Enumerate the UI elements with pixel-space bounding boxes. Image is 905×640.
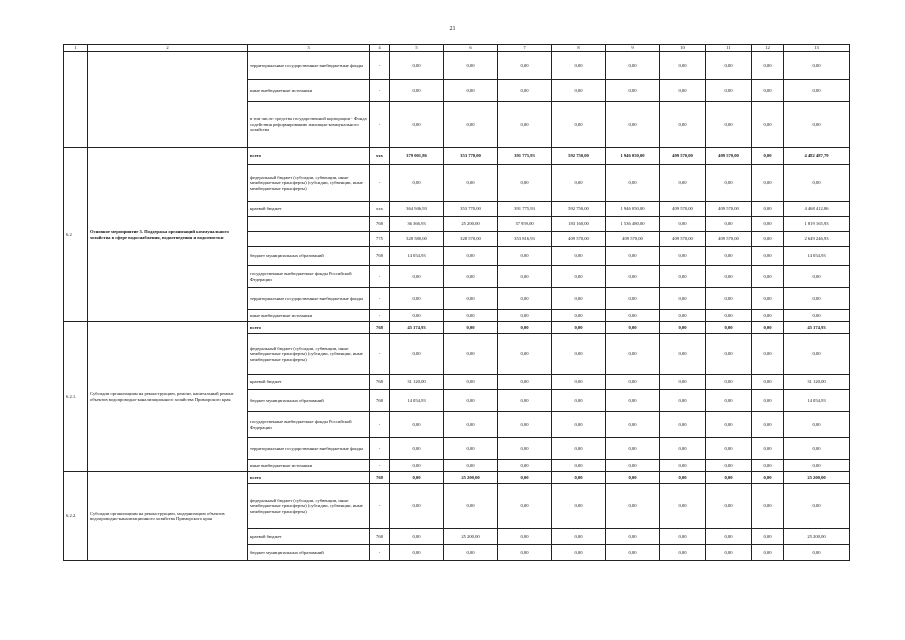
amount-cell: 0,00 — [390, 545, 444, 561]
amount-cell: 31 120,00 — [784, 375, 850, 390]
table-row — [64, 52, 850, 80]
amount-cell: 0,00 — [752, 529, 784, 545]
amount-cell: 0,00 — [752, 390, 784, 412]
amount-cell: 0,00 — [706, 545, 752, 561]
amount-cell: 0,00 — [784, 484, 850, 529]
funding-source: бюджет муниципальных образований — [248, 247, 370, 266]
amount-cell: 0,00 — [498, 288, 552, 310]
amount-cell: 0,00 — [784, 310, 850, 322]
amount-cell: 0,00 — [444, 102, 498, 148]
funding-source: в том числе: средства государственной корпорации - Фонда содействия реформированию жилищно-коммунального хозяйства — [248, 102, 370, 148]
amount-cell: 0,00 — [784, 165, 850, 202]
amount-cell: 0,00 — [606, 375, 660, 390]
amount-cell: 0,00 — [444, 288, 498, 310]
amount-cell: 0,00 — [706, 460, 752, 472]
amount-cell: 0,00 — [498, 102, 552, 148]
amount-cell: 0,00 — [444, 165, 498, 202]
amount-cell: 0,00 — [784, 545, 850, 561]
amount-cell: 0,00 — [552, 412, 606, 438]
budget-code: - — [370, 438, 390, 460]
amount-cell: 0,00 — [706, 217, 752, 232]
budget-code: 768 — [370, 322, 390, 334]
amount-cell: 2 649 246,93 — [784, 232, 850, 247]
amount-cell: 0,00 — [606, 266, 660, 288]
amount-cell: 0,00 — [444, 310, 498, 322]
amount-cell: 0,00 — [498, 438, 552, 460]
column-header: 13 — [784, 45, 850, 52]
funding-source — [248, 232, 370, 247]
amount-cell: 353 816,93 — [498, 232, 552, 247]
amount-cell: 0,00 — [606, 310, 660, 322]
amount-cell: 0,00 — [660, 438, 706, 460]
column-header: 4 — [370, 45, 390, 52]
amount-cell: 0,00 — [752, 288, 784, 310]
amount-cell: 0,00 — [498, 322, 552, 334]
amount-cell: 409 570,00 — [552, 232, 606, 247]
amount-cell: 0,00 — [706, 484, 752, 529]
amount-cell: 0,00 — [784, 438, 850, 460]
amount-cell: 0,00 — [752, 472, 784, 484]
amount-cell: 14 054,93 — [784, 390, 850, 412]
amount-cell: 0,00 — [660, 412, 706, 438]
amount-cell: 183 160,00 — [552, 217, 606, 232]
funding-source: иные внебюджетные источники — [248, 80, 370, 102]
amount-cell: 0,00 — [444, 80, 498, 102]
amount-cell: 0,00 — [752, 460, 784, 472]
budget-code: - — [370, 266, 390, 288]
funding-source: бюджет муниципальных образований — [248, 545, 370, 561]
amount-cell: 353 770,00 — [444, 148, 498, 165]
budget-code: - — [370, 484, 390, 529]
funding-source: государственные внебюджетные фонды Российской Федерации — [248, 266, 370, 288]
amount-cell: 14 054,93 — [784, 247, 850, 266]
header-row — [64, 45, 850, 52]
amount-cell: 0,00 — [552, 52, 606, 80]
amount-cell: 0,00 — [606, 52, 660, 80]
amount-cell: 0,00 — [606, 472, 660, 484]
amount-cell: 0,00 — [706, 375, 752, 390]
budget-code: - — [370, 102, 390, 148]
funding-source: краевой бюджет — [248, 375, 370, 390]
amount-cell: 0,00 — [706, 52, 752, 80]
funding-source: территориальные государственные внебюджетные фонды — [248, 288, 370, 310]
amount-cell: 0,00 — [606, 412, 660, 438]
amount-cell: 0,00 — [752, 266, 784, 288]
amount-cell: 0,00 — [444, 460, 498, 472]
budget-code: - — [370, 412, 390, 438]
amount-cell: 0,00 — [752, 102, 784, 148]
funding-source: краевой бюджет — [248, 202, 370, 217]
amount-cell: 0,00 — [660, 472, 706, 484]
amount-cell: 0,00 — [444, 52, 498, 80]
amount-cell: 0,00 — [552, 334, 606, 375]
amount-cell: 1 819 165,93 — [784, 217, 850, 232]
funding-source: государственные внебюджетные фонды Российской Федерации — [248, 412, 370, 438]
amount-cell: 0,00 — [606, 390, 660, 412]
amount-cell: 0,00 — [706, 80, 752, 102]
column-header: 10 — [660, 45, 706, 52]
amount-cell: 0,00 — [390, 472, 444, 484]
amount-cell: 0,00 — [706, 266, 752, 288]
amount-cell: 0,00 — [552, 438, 606, 460]
amount-cell: 0,00 — [706, 322, 752, 334]
funding-source: краевой бюджет — [248, 529, 370, 545]
funding-source: иные внебюджетные источники — [248, 310, 370, 322]
amount-cell: 379 001,86 — [390, 148, 444, 165]
budget-code: - — [370, 52, 390, 80]
amount-cell: 0,00 — [660, 310, 706, 322]
budget-code: 775 — [370, 232, 390, 247]
amount-cell: 0,00 — [706, 334, 752, 375]
amount-cell: 0,00 — [552, 310, 606, 322]
amount-cell: 0,00 — [390, 484, 444, 529]
amount-cell: 0,00 — [752, 217, 784, 232]
amount-cell: 0,00 — [444, 484, 498, 529]
amount-cell: 0,00 — [660, 80, 706, 102]
amount-cell: 0,00 — [706, 438, 752, 460]
amount-cell: 0,00 — [552, 390, 606, 412]
amount-cell: 409 570,00 — [660, 232, 706, 247]
amount-cell: 0,00 — [606, 165, 660, 202]
amount-cell: 0,00 — [498, 266, 552, 288]
table-row — [64, 148, 850, 165]
amount-cell: 0,00 — [552, 472, 606, 484]
amount-cell: 45 174,93 — [784, 322, 850, 334]
amount-cell: 328 580,00 — [390, 232, 444, 247]
amount-cell: 0,00 — [498, 460, 552, 472]
amount-cell: 0,00 — [784, 334, 850, 375]
amount-cell: 0,00 — [752, 80, 784, 102]
amount-cell: 0,00 — [444, 545, 498, 561]
amount-cell: 0,00 — [444, 390, 498, 412]
amount-cell: 45 174,93 — [390, 322, 444, 334]
amount-cell: 0,00 — [660, 390, 706, 412]
amount-cell: 0,00 — [498, 52, 552, 80]
funding-source: всего — [248, 322, 370, 334]
amount-cell: 0,00 — [606, 334, 660, 375]
amount-cell: 0,00 — [390, 80, 444, 102]
item-name: Субсидии организациям на реконструкцию, ремонт, капитальный ремонт объектов водопроводно-канализационного хозяйства Приморского края — [88, 322, 248, 472]
amount-cell: 0,00 — [444, 266, 498, 288]
amount-cell: 0,00 — [498, 310, 552, 322]
amount-cell: 409 570,00 — [706, 232, 752, 247]
amount-cell: 0,00 — [752, 438, 784, 460]
funding-source: территориальные государственные внебюджетные фонды — [248, 438, 370, 460]
amount-cell: 0,00 — [390, 460, 444, 472]
amount-cell: 0,00 — [444, 375, 498, 390]
amount-cell: 0,00 — [444, 412, 498, 438]
amount-cell: 0,00 — [706, 310, 752, 322]
column-header: 12 — [752, 45, 784, 52]
amount-cell: 0,00 — [660, 217, 706, 232]
amount-cell: 0,00 — [706, 390, 752, 412]
amount-cell: 0,00 — [752, 484, 784, 529]
funding-source: иные внебюджетные источники — [248, 460, 370, 472]
funding-source: федеральный бюджет (субсидии, субвенции, иные межбюджетные трансферты) (субсидии, субвенции, иные межбюджетные трансферты) — [248, 484, 370, 529]
amount-cell: 0,00 — [606, 80, 660, 102]
amount-cell: 409 570,00 — [706, 148, 752, 165]
amount-cell: 0,00 — [660, 102, 706, 148]
column-header: 9 — [606, 45, 660, 52]
amount-cell: 14 054,93 — [390, 390, 444, 412]
budget-code: 768 — [370, 390, 390, 412]
amount-cell: 409 570,00 — [660, 148, 706, 165]
amount-cell: 1 946 050,00 — [606, 202, 660, 217]
table-row — [64, 472, 850, 484]
amount-cell: 0,00 — [660, 529, 706, 545]
amount-cell: 4 482 487,79 — [784, 148, 850, 165]
amount-cell: 391 775,93 — [498, 148, 552, 165]
amount-cell: 0,00 — [706, 247, 752, 266]
amount-cell: 31 120,00 — [390, 375, 444, 390]
amount-cell: 0,00 — [606, 529, 660, 545]
budget-code: 768 — [370, 472, 390, 484]
amount-cell: 0,00 — [498, 472, 552, 484]
amount-cell: 0,00 — [784, 80, 850, 102]
amount-cell: 0,00 — [444, 438, 498, 460]
budget-code: - — [370, 545, 390, 561]
amount-cell: 36 366,93 — [390, 217, 444, 232]
amount-cell: 0,00 — [552, 80, 606, 102]
column-header: 6 — [444, 45, 498, 52]
amount-cell: 0,00 — [606, 484, 660, 529]
amount-cell: 0,00 — [552, 545, 606, 561]
amount-cell: 0,00 — [784, 102, 850, 148]
amount-cell: 0,00 — [498, 412, 552, 438]
amount-cell: 25 200,00 — [784, 472, 850, 484]
amount-cell: 4 468 412,86 — [784, 202, 850, 217]
amount-cell: 0,00 — [784, 266, 850, 288]
amount-cell: 0,00 — [498, 334, 552, 375]
amount-cell: 409 570,00 — [606, 232, 660, 247]
budget-code: 768 — [370, 375, 390, 390]
amount-cell: 0,00 — [498, 484, 552, 529]
amount-cell: 25 200,00 — [444, 472, 498, 484]
amount-cell: 592 750,00 — [552, 202, 606, 217]
amount-cell: 0,00 — [444, 322, 498, 334]
budget-code: 768 — [370, 529, 390, 545]
budget-code: - — [370, 288, 390, 310]
amount-cell: 0,00 — [660, 322, 706, 334]
item-name — [88, 52, 248, 148]
amount-cell: 0,00 — [606, 247, 660, 266]
amount-cell: 0,00 — [752, 322, 784, 334]
amount-cell: 0,00 — [390, 412, 444, 438]
budget-code: - — [370, 310, 390, 322]
amount-cell: 0,00 — [706, 472, 752, 484]
amount-cell: 0,00 — [752, 232, 784, 247]
amount-cell: 0,00 — [752, 375, 784, 390]
amount-cell: 0,00 — [390, 288, 444, 310]
amount-cell: 0,00 — [706, 165, 752, 202]
funding-source: бюджет муниципальных образований — [248, 390, 370, 412]
amount-cell: 0,00 — [552, 484, 606, 529]
budget-code: 768 — [370, 217, 390, 232]
amount-cell: 0,00 — [390, 102, 444, 148]
amount-cell: 0,00 — [752, 334, 784, 375]
funding-source: территориальные государственные внебюджетные фонды — [248, 52, 370, 80]
amount-cell: 0,00 — [752, 247, 784, 266]
amount-cell: 0,00 — [606, 545, 660, 561]
column-header: 2 — [88, 45, 248, 52]
item-number: 6.2 — [64, 148, 88, 322]
item-name: Субсидии организациям на реконструкцию, модернизацию объектов водопроводно-канализационного хозяйства Приморского края — [88, 472, 248, 561]
amount-cell: 37 959,00 — [498, 217, 552, 232]
amount-cell: 0,00 — [660, 545, 706, 561]
amount-cell: 353 770,00 — [444, 202, 498, 217]
page-number: 21 — [449, 26, 456, 32]
amount-cell: 409 570,00 — [706, 202, 752, 217]
funding-source: федеральный бюджет (субсидии, субвенции, иные межбюджетные трансферты) (субсидии, субвенции, иные межбюджетные трансферты) — [248, 334, 370, 375]
amount-cell: 0,00 — [552, 247, 606, 266]
item-number — [64, 52, 88, 148]
amount-cell: 0,00 — [390, 334, 444, 375]
column-header: 7 — [498, 45, 552, 52]
amount-cell: 0,00 — [606, 322, 660, 334]
amount-cell: 0,00 — [752, 148, 784, 165]
amount-cell: 0,00 — [752, 165, 784, 202]
budget-code: ххх — [370, 148, 390, 165]
amount-cell: 0,00 — [498, 247, 552, 266]
amount-cell: 1 536 480,00 — [606, 217, 660, 232]
budget-code: 768 — [370, 247, 390, 266]
amount-cell: 0,00 — [660, 247, 706, 266]
amount-cell: 0,00 — [390, 529, 444, 545]
funding-source — [248, 217, 370, 232]
amount-cell: 0,00 — [498, 545, 552, 561]
amount-cell: 0,00 — [552, 102, 606, 148]
amount-cell: 0,00 — [606, 288, 660, 310]
amount-cell: 0,00 — [752, 545, 784, 561]
column-header: 5 — [390, 45, 444, 52]
amount-cell: 0,00 — [498, 80, 552, 102]
column-header: 11 — [706, 45, 752, 52]
amount-cell: 0,00 — [660, 375, 706, 390]
amount-cell: 0,00 — [498, 529, 552, 545]
amount-cell: 0,00 — [784, 52, 850, 80]
amount-cell: 25 200,00 — [784, 529, 850, 545]
amount-cell: 0,00 — [606, 460, 660, 472]
table-row — [64, 322, 850, 334]
amount-cell: 0,00 — [660, 484, 706, 529]
amount-cell: 0,00 — [706, 412, 752, 438]
amount-cell: 0,00 — [660, 460, 706, 472]
amount-cell: 0,00 — [552, 288, 606, 310]
amount-cell: 0,00 — [498, 165, 552, 202]
amount-cell: 0,00 — [552, 165, 606, 202]
item-name: Основное мероприятие 3. Поддержка организаций коммунального хозяйства в сфере водоснабжения, водоотведения и водоочистки — [88, 148, 248, 322]
amount-cell: 0,00 — [706, 529, 752, 545]
amount-cell: 328 570,00 — [444, 232, 498, 247]
amount-cell: 0,00 — [752, 310, 784, 322]
amount-cell: 592 750,00 — [552, 148, 606, 165]
amount-cell: 0,00 — [390, 438, 444, 460]
amount-cell: 0,00 — [784, 288, 850, 310]
amount-cell: 0,00 — [660, 52, 706, 80]
budget-code: - — [370, 80, 390, 102]
amount-cell: 0,00 — [444, 334, 498, 375]
amount-cell: 0,00 — [552, 266, 606, 288]
amount-cell: 0,00 — [552, 375, 606, 390]
amount-cell: 0,00 — [752, 52, 784, 80]
amount-cell: 0,00 — [706, 288, 752, 310]
item-number: 6.2.1. — [64, 322, 88, 472]
amount-cell: 0,00 — [660, 165, 706, 202]
amount-cell: 0,00 — [444, 247, 498, 266]
item-number: 6.2.2. — [64, 472, 88, 561]
table-body — [64, 52, 850, 561]
amount-cell: 25 200,00 — [444, 529, 498, 545]
amount-cell: 0,00 — [552, 460, 606, 472]
amount-cell: 409 570,00 — [660, 202, 706, 217]
budget-code: - — [370, 460, 390, 472]
column-header: 8 — [552, 45, 606, 52]
amount-cell: 0,00 — [752, 202, 784, 217]
amount-cell: 0,00 — [552, 322, 606, 334]
funding-source: всего — [248, 472, 370, 484]
amount-cell: 0,00 — [606, 438, 660, 460]
amount-cell: 0,00 — [784, 460, 850, 472]
amount-cell: 391 775,93 — [498, 202, 552, 217]
budget-table — [63, 44, 850, 561]
amount-cell: 0,00 — [660, 334, 706, 375]
amount-cell: 0,00 — [784, 412, 850, 438]
amount-cell: 0,00 — [606, 102, 660, 148]
budget-code: - — [370, 165, 390, 202]
column-header: 3 — [248, 45, 370, 52]
funding-source: федеральный бюджет (субсидии, субвенции, иные межбюджетные трансферты) (субсидии, субвенции, иные межбюджетные трансферты) — [248, 165, 370, 202]
amount-cell: 0,00 — [660, 266, 706, 288]
amount-cell: 0,00 — [552, 529, 606, 545]
amount-cell: 0,00 — [498, 375, 552, 390]
amount-cell: 0,00 — [390, 310, 444, 322]
budget-code: ххх — [370, 202, 390, 217]
amount-cell: 0,00 — [660, 288, 706, 310]
amount-cell: 0,00 — [390, 165, 444, 202]
amount-cell: 0,00 — [390, 52, 444, 80]
amount-cell: 364 946,93 — [390, 202, 444, 217]
amount-cell: 0,00 — [706, 102, 752, 148]
amount-cell: 14 054,93 — [390, 247, 444, 266]
amount-cell: 25 200,00 — [444, 217, 498, 232]
amount-cell: 0,00 — [390, 266, 444, 288]
funding-source: всего — [248, 148, 370, 165]
column-header: 1 — [64, 45, 88, 52]
amount-cell: 0,00 — [752, 412, 784, 438]
amount-cell: 1 946 050,00 — [606, 148, 660, 165]
budget-code: - — [370, 334, 390, 375]
amount-cell: 0,00 — [498, 390, 552, 412]
